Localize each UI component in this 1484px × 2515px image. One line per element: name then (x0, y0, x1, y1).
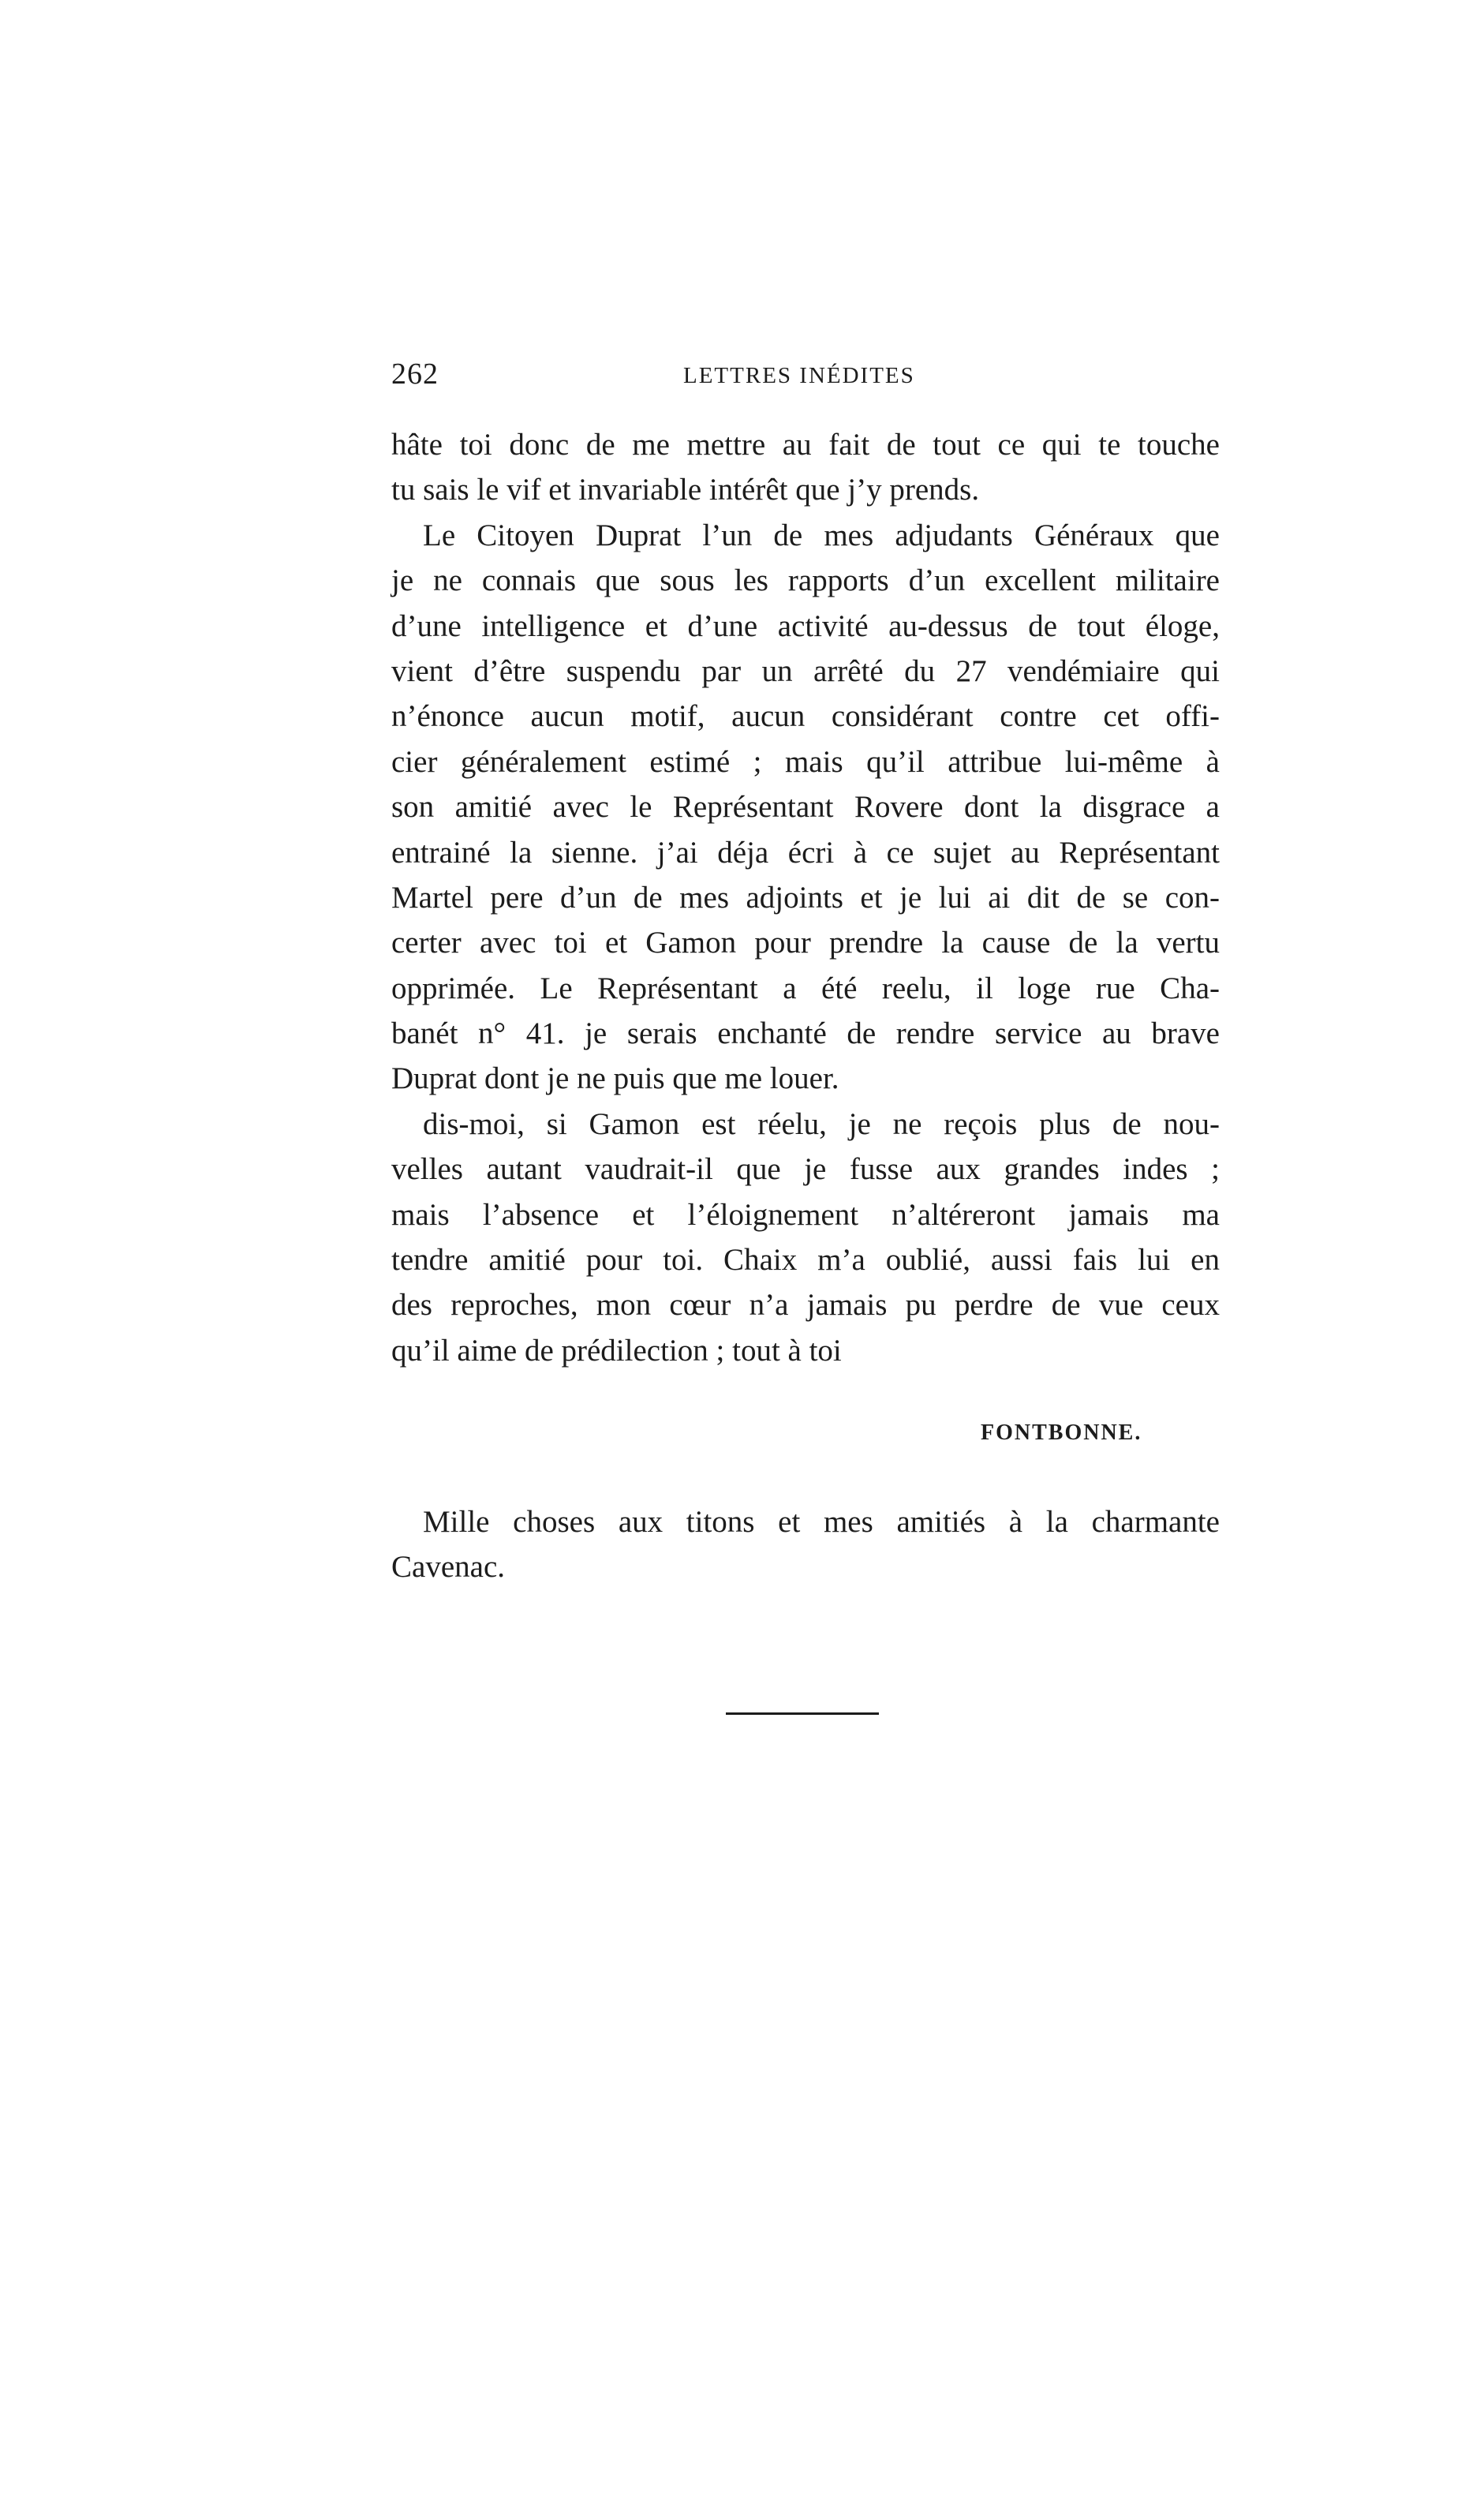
text-line: mais l’absence et l’éloignement n’altéreront jamais ma (391, 1197, 1220, 1232)
letter-body (391, 422, 1220, 1373)
text-line: tu sais le vif et invariable intérêt que j’y prends. (391, 473, 980, 507)
text-line: qu’il aime de prédilection ; tout à toi (391, 1333, 842, 1368)
signature: FONTBONNE. (981, 1420, 1142, 1445)
postscript (391, 1499, 1220, 1590)
text-line: Duprat dont je ne puis que me louer. (391, 1061, 839, 1096)
text-line: velles autant vaudrait-il que je fusse aux grandes indes ; (391, 1152, 1220, 1187)
page-header (391, 357, 1228, 404)
text-line: d’une intelligence et d’une activité au-dessus de tout éloge, (391, 608, 1220, 643)
text-line: n’énonce aucun motif, aucun considérant contre cet offi- (391, 699, 1220, 734)
text-line: hâte toi donc de me mettre au fait de tout ce qui te touche (391, 428, 1220, 462)
text-line: entrainé la sienne. j’ai déja écri à ce sujet au Représentant (391, 835, 1220, 870)
text-line: dis-moi, si Gamon est réelu, je ne reçois plus de nou- (423, 1106, 1220, 1141)
section-divider (726, 1712, 879, 1715)
text-line: des reproches, mon cœur n’a jamais pu perdre de vue ceux (391, 1288, 1220, 1323)
running-title: LETTRES INÉDITES (683, 363, 915, 388)
text-line: Mille choses aux titons et mes amitiés à la charmante (423, 1505, 1220, 1539)
text-line: tendre amitié pour toi. Chaix m’a oublié, aussi fais lui en (391, 1243, 1220, 1278)
text-line: Cavenac. (391, 1550, 506, 1585)
text-line: vient d’être suspendu par un arrêté du 27 vendémiaire qui (391, 653, 1220, 688)
text-line: certer avec toi et Gamon pour prendre la cause de la vertu (391, 926, 1220, 960)
page-number: 262 (391, 357, 439, 391)
text-line: banét n° 41. je serais enchanté de rendre service au brave (391, 1016, 1220, 1051)
text-line: cier généralement estimé ; mais qu’il attribue lui-même à (391, 744, 1220, 779)
text-line: opprimée. Le Représentant a été reelu, il loge rue Cha- (391, 971, 1220, 1005)
text-line: Martel pere d’un de mes adjoints et je lui ai dit de se con- (391, 880, 1220, 915)
text-line: Le Citoyen Duprat l’un de mes adjudants Généraux que (423, 518, 1220, 552)
text-line: son amitié avec le Représentant Rovere dont la disgrace a (391, 790, 1220, 825)
text-line: je ne connais que sous les rapports d’un excellent militaire (391, 563, 1220, 598)
